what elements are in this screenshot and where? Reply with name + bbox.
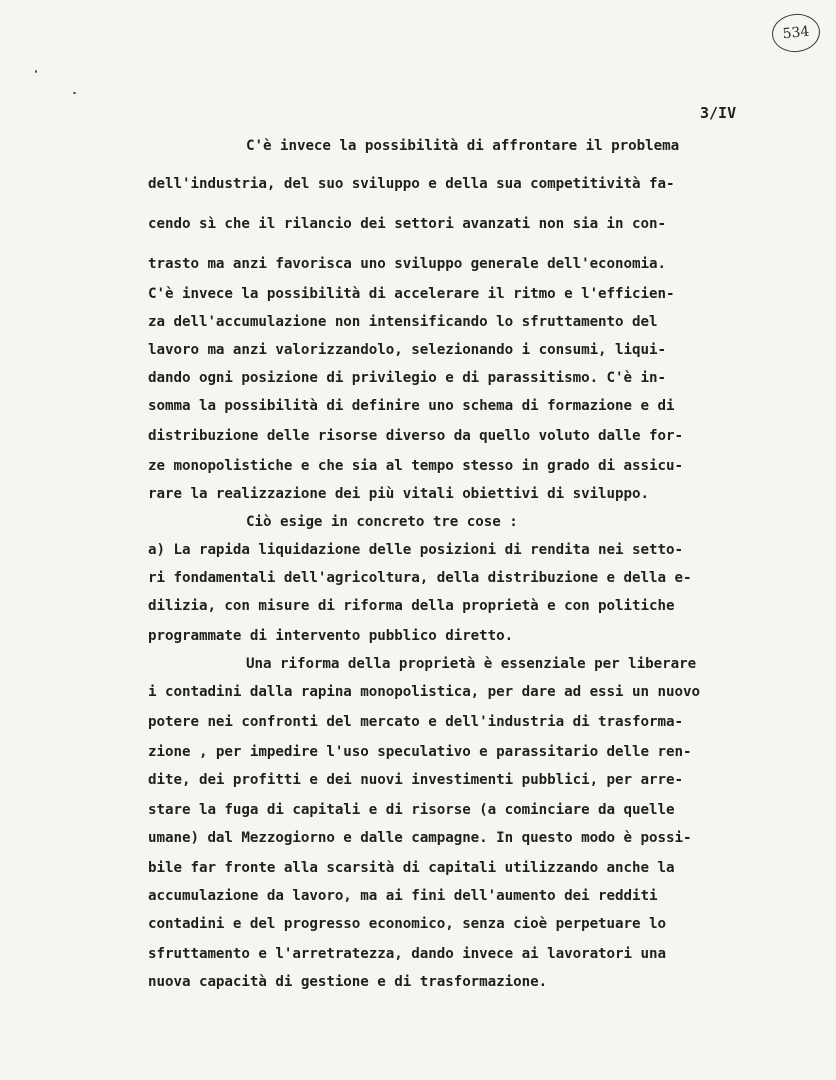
text-line: zione , per impedire l'uso speculativo e parassitario delle ren-	[148, 744, 692, 760]
text-line: lavoro ma anzi valorizzandolo, selezionando i consumi, liqui-	[148, 342, 666, 358]
text-line: dilizia, con misure di riforma della proprietà e con politiche	[148, 598, 675, 614]
text-line: programmate di intervento pubblico diretto.	[148, 628, 514, 644]
text-line: trasto ma anzi favorisca uno sviluppo generale dell'economia.	[148, 256, 666, 272]
text-line: contadini e del progresso economico, senza cioè perpetuare lo	[148, 916, 666, 932]
text-line: C'è invece la possibilità di accelerare il ritmo e l'efficien-	[148, 286, 675, 302]
text-line: i contadini dalla rapina monopolistica, per dare ad essi un nuovo	[148, 684, 700, 700]
text-line: dell'industria, del suo sviluppo e della sua competitività fa-	[148, 176, 675, 192]
text-line: Una riforma della proprietà è essenziale per liberare	[246, 656, 697, 672]
text-line: cendo sì che il rilancio dei settori avanzati non sia in con-	[148, 216, 666, 232]
text-line: bile far fronte alla scarsità di capitali utilizzando anche la	[148, 860, 675, 876]
text-line: somma la possibilità di definire uno schema di formazione e di	[148, 398, 675, 414]
text-line: potere nei confronti del mercato e dell'industria di trasforma-	[148, 714, 683, 730]
text-line: dite, dei profitti e dei nuovi investimenti pubblici, per arre-	[148, 772, 683, 788]
text-line: stare la fuga di capitali e di risorse (a cominciare da quelle	[148, 802, 675, 818]
paper-speck	[73, 92, 76, 94]
archive-stamp: 534	[770, 12, 822, 55]
text-line: C'è invece la possibilità di affrontare il problema	[246, 138, 680, 154]
text-line: rare la realizzazione dei più vitali obiettivi di sviluppo.	[148, 486, 650, 502]
text-line: nuova capacità di gestione e di trasformazione.	[148, 974, 548, 990]
text-line: umane) dal Mezzogiorno e dalle campagne. In questo modo è possi-	[148, 830, 692, 846]
text-line: za dell'accumulazione non intensificando lo sfruttamento del	[148, 314, 658, 330]
text-line: distribuzione delle risorse diverso da quello voluto dalle for-	[148, 428, 683, 444]
page-number: 3/IV	[700, 104, 737, 122]
text-line: a) La rapida liquidazione delle posizioni di rendita nei setto-	[148, 542, 683, 558]
text-line: ze monopolistiche e che sia al tempo stesso in grado di assicu-	[148, 458, 683, 474]
paper-speck	[35, 70, 37, 73]
text-line: accumulazione da lavoro, ma ai fini dell'aumento dei redditi	[148, 888, 658, 904]
text-line: Ciò esige in concreto tre cose :	[246, 514, 518, 530]
text-line: sfruttamento e l'arretratezza, dando invece ai lavoratori una	[148, 946, 666, 962]
text-line: dando ogni posizione di privilegio e di parassitismo. C'è in-	[148, 370, 666, 386]
text-line: ri fondamentali dell'agricoltura, della distribuzione e della e-	[148, 570, 692, 586]
